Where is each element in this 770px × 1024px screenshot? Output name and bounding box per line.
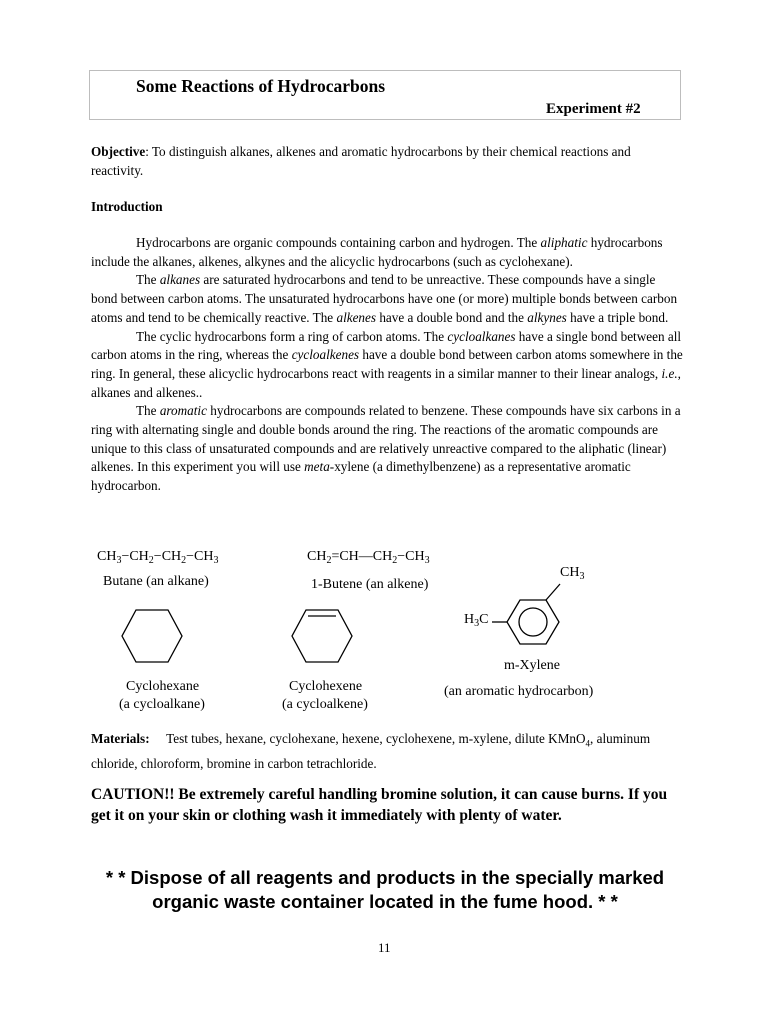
caution-notice: CAUTION!! Be extremely careful handling bromine solution, it can cause burns. If you get it on your skin or clothing wash it immediately with plenty of water. — [91, 786, 668, 824]
materials-text-1: Test tubes, hexane, cyclohexane, hexene, cyclohexene, m-xylene, dilute KMnO — [166, 731, 586, 746]
experiment-number: Experiment #2 — [546, 101, 641, 117]
page-title: Some Reactions of Hydrocarbons — [136, 76, 386, 96]
introduction-heading: Introduction — [91, 199, 163, 214]
butane-formula: $CH_3-CH_2-CH_2-CH_3$ — [97, 549, 219, 566]
cyclohexane-class: (a cycloalkane) — [119, 697, 205, 712]
objective-text: : To distinguish alkanes, alkenes and aromatic hydrocarbons by their chemical reactions and reactivity. — [91, 144, 631, 178]
cyclohexene-structure — [290, 608, 354, 664]
xylene-label: m-Xylene — [504, 658, 560, 673]
butene-label: 1-Butene (an alkene) — [311, 577, 429, 592]
cyclohexane-structure — [120, 608, 184, 664]
page-number: 11 — [378, 940, 391, 955]
xylene-class: (an aromatic hydrocarbon) — [444, 684, 594, 699]
cyclohexene-class: (a cycloalkene) — [282, 697, 368, 712]
m-xylene-structure — [490, 580, 600, 660]
objective-label: Objective — [91, 144, 146, 159]
intro-paragraph-2: The alkanes are saturated hydrocarbons and tend to be unreactive. These compounds have a single bond between carbon atoms. The unsaturated hydrocarbons have one (or more) multiple bonds between carbon atoms and tend to be chemically reactive. The alkenes have a double bond and the alkynes have a triple bond. — [91, 272, 678, 325]
xylene-h3c-left: $H_3C$ — [464, 612, 489, 629]
butane-label: Butane (an alkane) — [103, 574, 209, 589]
cyclohexane-label: Cyclohexane — [126, 679, 200, 694]
objective — [91, 142, 651, 180]
butene-formula: $CH_2=CH—CH_2-CH_3$ — [307, 549, 430, 566]
cyclohexene-label: Cyclohexene — [289, 679, 363, 694]
intro-paragraph-3: The cyclic hydrocarbons form a ring of carbon atoms. The cycloalkanes have a single bond between all carbon atoms in the ring, whereas the cycloalkenes have a double bond between carbon atoms somewhere in the ring. In general, these alicyclic hydrocarbons react with reagents in a similar manner to their linear analogs, i.e., alkanes and alkenes.. — [91, 328, 683, 400]
introduction-body — [91, 234, 683, 496]
intro-paragraph-4: The aromatic hydrocarbons are compounds related to benzene. These compounds have six carbons in a ring with alternating single and double bonds around the ring. The reactions of the aromatic compounds are unique to this class of unsaturated compounds and are relatively unreactive compared to the aliphatic (linear) alkenes. In this experiment you will use meta-xylene (a dimethylbenzene) as a representative aromatic hydrocarbon. — [91, 403, 681, 494]
materials-text-2: , aluminum chloride, chloroform, bromine in carbon tetrachloride. — [91, 731, 651, 771]
intro-paragraph-1: Hydrocarbons are organic compounds containing carbon and hydrogen. The aliphatic hydrocarbons include the alkanes, alkenes, alkynes and the alicyclic hydrocarbons (such as cyclohexane). — [91, 235, 663, 269]
materials-label: Materials: — [91, 731, 150, 746]
materials — [91, 729, 691, 773]
xylene-ch3-top: $CH_3$ — [560, 565, 585, 582]
disposal-notice: * * Dispose of all reagents and products in the specially marked organic waste container located in the fume hood. * * — [105, 867, 665, 912]
materials-subscript: 4 — [585, 738, 591, 749]
